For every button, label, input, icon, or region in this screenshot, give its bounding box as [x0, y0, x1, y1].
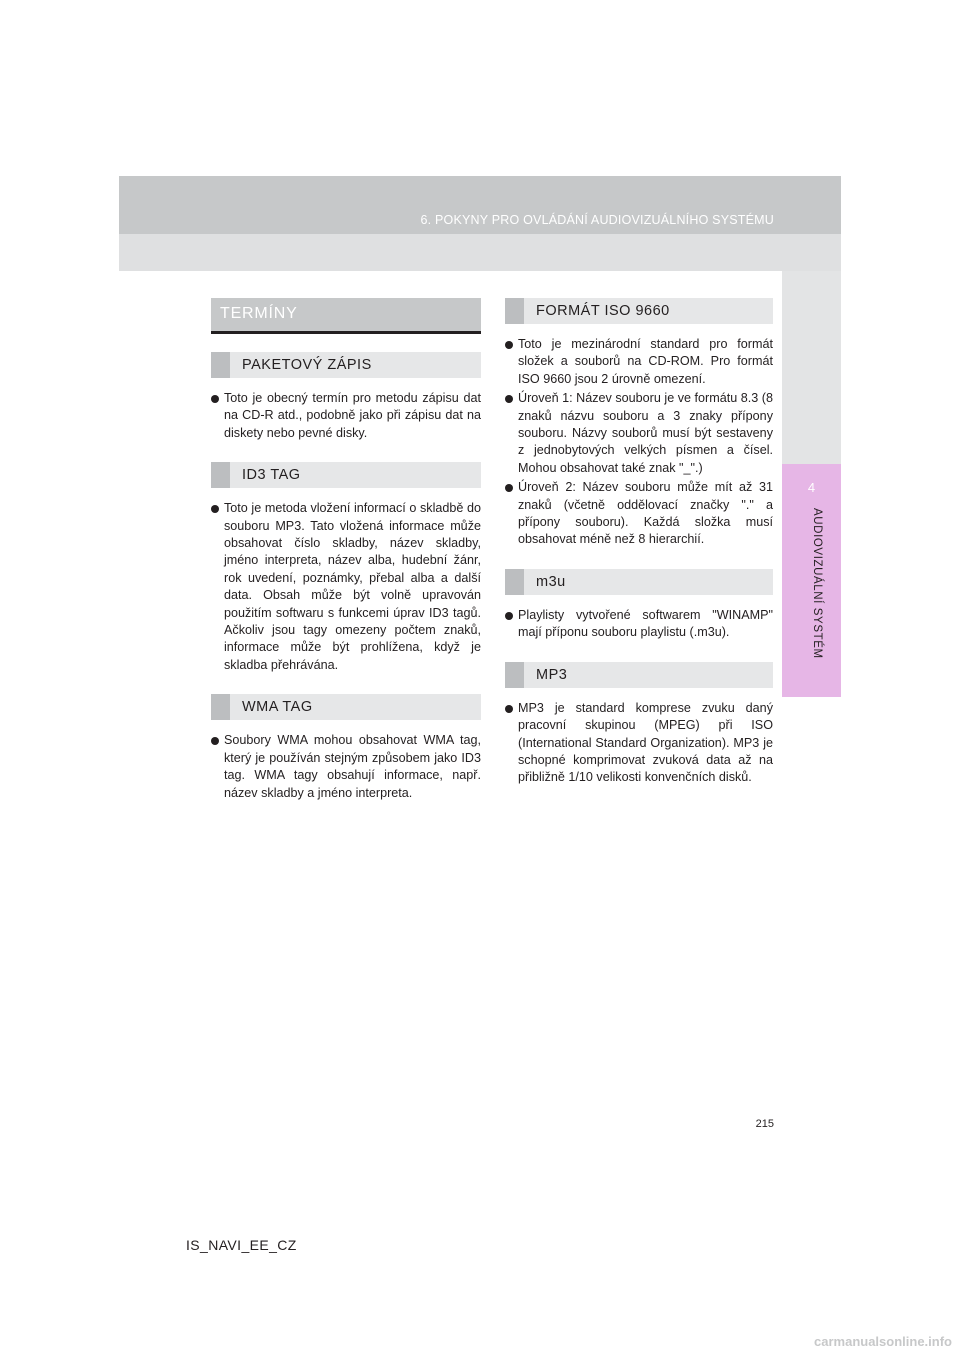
header-band — [119, 176, 841, 271]
subheading-mp3 — [505, 662, 773, 688]
bullet-item — [505, 390, 773, 477]
subheading-marker — [211, 462, 230, 488]
subheading-text: ID3 TAG — [242, 467, 301, 484]
section-heading-terms — [211, 298, 481, 334]
bullet-dot-icon — [505, 395, 513, 403]
bullet-item — [505, 700, 773, 787]
bullet-dot-icon — [505, 484, 513, 492]
bullet-dot-icon — [505, 705, 513, 713]
subheading-packet-writing — [211, 352, 481, 378]
subheading-text: WMA TAG — [242, 699, 313, 716]
bullet-item — [211, 390, 481, 442]
chapter-tab — [782, 464, 841, 697]
subheading-text: MP3 — [536, 666, 568, 683]
subheading-text: PAKETOVÝ ZÁPIS — [242, 357, 372, 373]
chapter-tab-number: 4 — [807, 480, 816, 495]
left-column — [211, 298, 481, 802]
page-number: 215 — [755, 1118, 774, 1130]
bullet-item — [211, 500, 481, 674]
right-column — [505, 298, 773, 787]
subheading-text: m3u — [536, 573, 566, 590]
bullet-text: Toto je obecný termín pro metodu zápisu dat na CD-R atd., podobně jako při zápisu dat na diskety nebo pevné disky. — [224, 391, 481, 440]
bullet-item — [505, 607, 773, 642]
bullet-dot-icon — [211, 737, 219, 745]
bullet-item — [505, 479, 773, 549]
subheading-m3u — [505, 569, 773, 595]
bullet-text: MP3 je standard komprese zvuku daný pracovní skupinou (MPEG) při ISO (International Standard Organization). MP3 je schopné komprimovat zvuková data až na přibližně 1/10 velikosti konvenčních disků. — [518, 700, 773, 785]
subheading-marker — [505, 298, 524, 324]
section-heading-text: TERMÍNY — [220, 305, 298, 322]
bullet-text: Úroveň 2: Název souboru může mít až 31 znaků (včetně oddělovací značky "." a přípony souboru). Každá složka musí obsahovat méně než 8 hierarchií. — [518, 480, 773, 547]
subheading-marker — [505, 662, 524, 688]
subheading-id3-tag — [211, 462, 481, 488]
subheading-marker — [211, 694, 230, 720]
header-strip — [119, 176, 841, 234]
bullet-dot-icon — [505, 341, 513, 349]
bullet-text: Toto je metoda vložení informací o skladbě do souboru MP3. Tato vložená informace může obsahovat číslo skladby, název skladby, jméno interpreta, název alba, hudební žánr, rok uvedení, poznámky, přebal alba a další data. Obsah může být volně upravován použitím softwaru s funkcemi úprav ID3 tagů. Ačkoliv jsou tagy omezeny počtem znaků, informace může být prohlížena, když je skladba přehrávána. — [224, 501, 481, 672]
side-bar — [782, 271, 841, 464]
document-code: IS_NAVI_EE_CZ — [186, 1237, 297, 1253]
subheading-text: FORMÁT ISO 9660 — [536, 303, 670, 319]
subheading-wma-tag — [211, 694, 481, 720]
bullet-dot-icon — [505, 612, 513, 620]
bullet-text: Toto je mezinárodní standard pro formát složek a souborů na CD-ROM. Pro formát ISO 9660 jsou 2 úrovně omezení. — [518, 337, 773, 386]
bullet-item — [211, 732, 481, 802]
bullet-text: Úroveň 1: Název souboru je ve formátu 8.3 (8 znaků názvu souboru a 3 znaky přípony souboru. Názvy souborů musí být sestaveny z jednobytových velkých písmen a čísel. Mohou obsahovat také znak "_".) — [518, 391, 773, 475]
bullet-dot-icon — [211, 395, 219, 403]
bullet-text: Playlisty vytvořené softwarem "WINAMP" mají příponu souboru playlistu (.m3u). — [518, 607, 773, 640]
bullet-item — [505, 336, 773, 388]
subheading-marker — [211, 352, 230, 378]
watermark: carmanualsonline.info — [814, 1334, 952, 1349]
subheading-iso-9660 — [505, 298, 773, 324]
chapter-title: 6. POKYNY PRO OVLÁDÁNÍ AUDIOVIZUÁLNÍHO SYSTÉMU — [420, 213, 774, 227]
bullet-text: Soubory WMA mohou obsahovat WMA tag, který je používán stejným způsobem jako ID3 tag. WMA tagy obsahují informace, např. název skladby a jméno interpreta. — [224, 733, 481, 800]
subheading-marker — [505, 569, 524, 595]
bullet-dot-icon — [211, 505, 219, 513]
chapter-tab-label: AUDIOVIZUÁLNÍ SYSTÉM — [811, 508, 823, 659]
